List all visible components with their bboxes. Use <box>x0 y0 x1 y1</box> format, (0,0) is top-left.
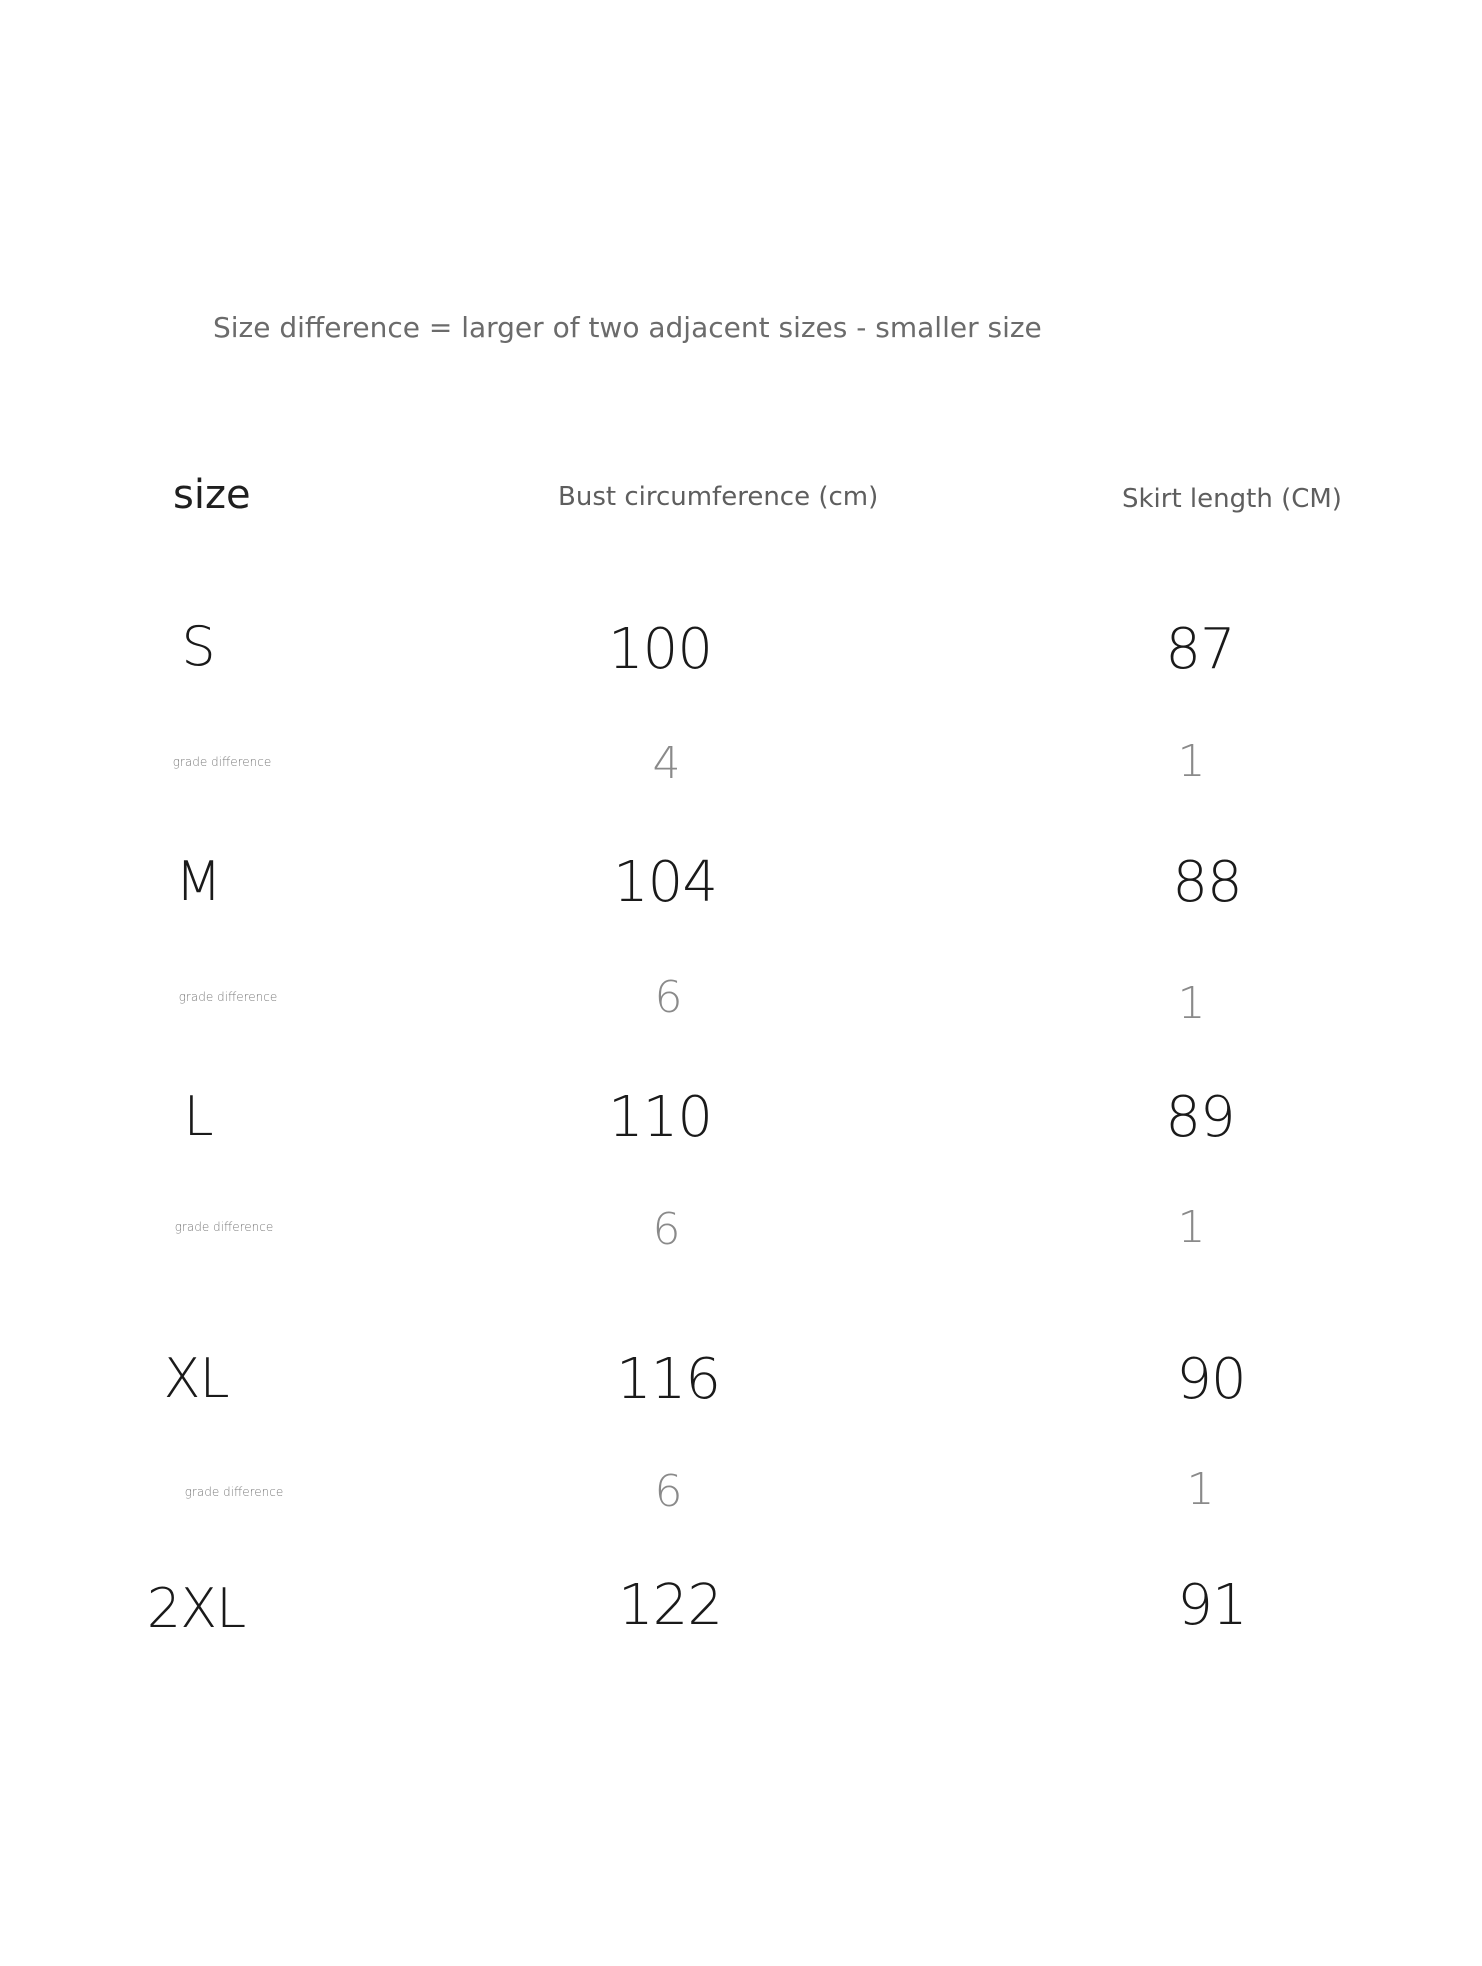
skirt-value-l: 89 <box>1165 1085 1235 1150</box>
bust-value-s: 100 <box>608 617 712 682</box>
skirt-value-s: 87 <box>1165 617 1235 682</box>
bust-grade-difference: 6 <box>654 1466 682 1517</box>
bust-value-m: 104 <box>613 850 717 915</box>
skirt-value-xl: 90 <box>1176 1347 1246 1412</box>
grade-difference-label: grade difference <box>184 1485 284 1499</box>
bust-value-xl: 116 <box>616 1347 720 1412</box>
size-difference-note: Size difference = larger of two adjacent sizes - smaller size <box>213 311 1042 344</box>
size-label-l: L <box>183 1085 213 1148</box>
bust-column-header: Bust circumference (cm) <box>558 482 879 512</box>
bust-grade-difference: 6 <box>652 1204 680 1255</box>
bust-value-2xl: 122 <box>618 1573 722 1638</box>
skirt-grade-difference: 1 <box>1186 1464 1214 1515</box>
size-label-m: M <box>175 850 221 913</box>
skirt-value-m: 88 <box>1172 850 1242 915</box>
size-column-header: size <box>173 472 251 518</box>
bust-value-l: 110 <box>608 1085 712 1150</box>
size-label-s: S <box>181 615 215 678</box>
skirt-grade-difference: 1 <box>1177 1202 1205 1253</box>
bust-grade-difference: 4 <box>652 738 680 789</box>
skirt-grade-difference: 1 <box>1177 736 1205 787</box>
grade-difference-label: grade difference <box>178 990 278 1004</box>
size-label-xl: XL <box>163 1347 229 1410</box>
grade-difference-label: grade difference <box>174 1220 274 1234</box>
skirt-value-2xl: 91 <box>1177 1573 1247 1638</box>
skirt-grade-difference: 1 <box>1177 978 1205 1029</box>
size-label-2xl: 2XL <box>146 1577 246 1640</box>
bust-grade-difference: 6 <box>654 972 682 1023</box>
grade-difference-label: grade difference <box>172 755 272 769</box>
skirt-column-header: Skirt length (CM) <box>1122 484 1342 514</box>
